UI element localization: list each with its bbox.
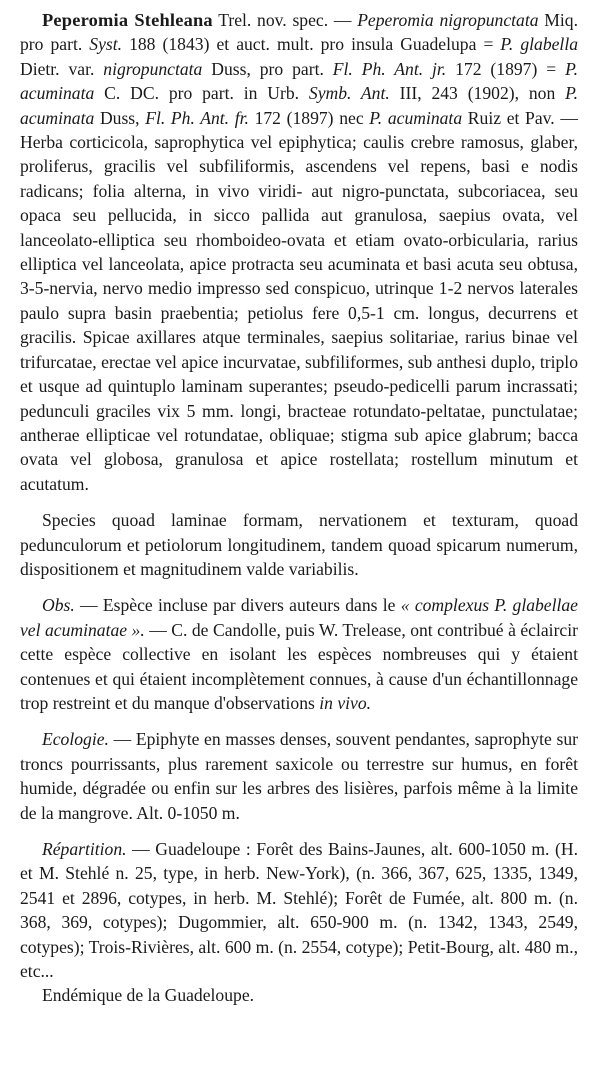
- obs-label: Obs.: [42, 595, 75, 616]
- synonym-name: P. acuminata: [369, 107, 463, 128]
- variability-paragraph: Species quoad laminae formam, nervationem et texturam, quoad pedunculorum et petiolorum longitudinem, tandem quoad spicarum numerum, dispositionem et magnitudinem valde variabilis.: [20, 510, 578, 579]
- citation-title: Fl. Ph. Ant. jr.: [332, 58, 447, 79]
- obs-in-vivo: in vivo.: [319, 692, 372, 713]
- repartition-paragraph: [20, 837, 578, 983]
- description-text: 172 (1897) nec: [248, 107, 370, 128]
- ecologie-label: Ecologie.: [42, 729, 109, 750]
- repartition-label: Répartition.: [42, 839, 127, 859]
- synonym-name: nigropunctata: [103, 58, 203, 79]
- species-description: [20, 8, 578, 496]
- endemic-note: Endémique de la Guadeloupe.: [42, 985, 255, 1006]
- obs-complex-name: « complexus P. glabellae vel acuminatae ».: [20, 595, 578, 640]
- citation-title: Fl. Ph. Ant. fr.: [145, 107, 249, 128]
- synonym-name: P. glabella: [500, 34, 578, 55]
- description-text: III, 243 (1902), non: [389, 83, 566, 104]
- obs-text: — C. de Candolle, puis W. Trelease, ont contribué à éclaircir cette espèce collective en isolant les espèces nombreuses qui y étaient contenues et qui étaient incomplètement connues, à cause d'un échantillonnage trop restreint et du manque d'observations: [20, 619, 578, 713]
- citation-title: Symb. Ant.: [308, 83, 390, 104]
- description-text: Ruiz et Pav. — Herba corticicola, saprophytica vel epiphytica; caulis crebre ramosus, glaber, proliferus, gracilis vel subfiliformis, ascendens vel repens, basi e nodis radicans; folia alterna, in vivo viridi- aut nigro-punctata, subcoriacea, seu opaca seu pellucida, in sicco pallida aut granulosa, saepius ovata, vel lanceolato-elliptica seu rhomboideo-ovata et etiam ovato-orbicularia, rarius elliptica vel lanceolata, apice protracta seu acuminata et basi acuta seu obtusa, 3-5-nervia, nervo medio impresso sed conspicuo, utrinque 1-2 nervos laterales paulo supra basin praebentia; petiolus fere 0,5-1 cm. longus, decurrens et gracilis. Spicae axillares atque terminales, saepius solitariae, rarius binae vel trifurcatae, erectae vel apice incurvatae, subfiliformes, sub anthesi duplo, triplo et usque ad quintuplo laminam superantes; pseudo-pedicelli parum incrassati; pedunculi graciles vix 5 mm. longi, bracteae rotundato-peltatae, punctulatae; antherae ellipticae vel rotundatae, obliquae; stigma sub apice glabrum; bacca ovata vel globosa, granulosa et apice rostellata; rostellum minutum et acutatum.: [20, 107, 578, 494]
- description-text: Duss,: [94, 107, 146, 128]
- description-text: Dietr. var.: [20, 58, 104, 79]
- description-text: C. DC. pro part. in Urb.: [94, 83, 309, 104]
- species-name: Peperomia Stehleana: [42, 10, 213, 30]
- synonym-name: Peperomia nigropunctata: [357, 10, 539, 30]
- ecologie-text: — Epiphyte en masses denses, souvent pendantes, saprophyte sur troncs pourrissants, plus rarement saxicole ou terrestre sur humus, en forêt humide, dégradée ou enfin sur les arbres des lisières, parfois même à la limite de la mangrove. Alt. 0-1050 m.: [20, 729, 578, 823]
- citation-title: Syst.: [89, 34, 123, 55]
- description-text: Miq. pro part.: [20, 10, 578, 55]
- synonym-name: P. acuminata: [20, 58, 578, 104]
- obs-paragraph: [20, 593, 578, 715]
- description-text: 188 (1843) et auct. mult. pro insula Guadelupa =: [122, 34, 501, 55]
- description-text: Duss, pro part.: [202, 58, 333, 79]
- repartition-text: — Guadeloupe : Forêt des Bains-Jaunes, alt. 600-1050 m. (H. et M. Stehlé n. 25, type, in herb. New-York), (n. 366, 367, 625, 1335, 1349, 2541 et 2896, cotypes, in herb. M. Stehlé); Forêt de Fumée, alt. 800 m. (n. 368, 369, cotypes); Dugommier, alt. 650-900 m. (n. 1342, 1343, 2549, cotypes); Trois-Rivières, alt. 600 m. (n. 2554, cotype); Petit-Bourg, alt. 480 m., etc...: [20, 839, 578, 982]
- synonym-name: P. acuminata: [20, 83, 578, 128]
- ecologie-paragraph: [20, 727, 578, 825]
- description-text: 172 (1897) =: [446, 58, 566, 79]
- obs-text: — Espèce incluse par divers auteurs dans le: [74, 595, 401, 616]
- description-text: Trel. nov. spec. —: [212, 10, 358, 30]
